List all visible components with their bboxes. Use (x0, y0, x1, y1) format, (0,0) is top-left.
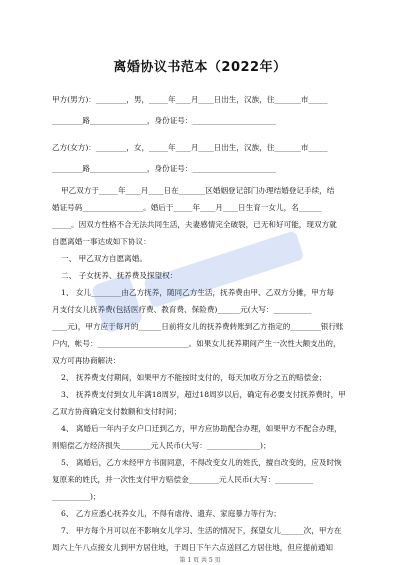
document-title: 离婚协议书范本（2022年） (113, 60, 287, 75)
clause-line: 1、 女儿________由乙方抚养，随同乙方生活，抚养费由甲、乙双方分摊，甲方每 (61, 288, 335, 297)
party-a-line-1: 甲方(男方)：________，男，_____年____月____日出生，汉族，住_______市_____ (52, 95, 328, 104)
paragraph-line: _____。因双方性格不合无法共同生活，夫妻感情完全破裂，已无和好可能，现双方就 (52, 220, 337, 229)
party-b-line-1: 乙方(女方)：________，女，_____年____月____日出生，汉族，住_______市_____ (52, 143, 328, 152)
party-a-line-2: ________路_______________，身份证号：______________________ (52, 116, 277, 125)
clause-line: __________)； (52, 492, 101, 501)
clause-line: 则赔偿乙方经济损失________元人民币(大写：______________)； (52, 441, 271, 450)
paragraph-line: 甲乙双方于_____年____月____日在_______区婚姻登记部门办理结婚登记手续，结 (61, 186, 335, 195)
clause-line: 5、 离婚后，乙方未经甲方书面同意，不得改变女儿的姓氏，擅自改变的，应及时恢 (61, 458, 342, 467)
clause-line: 户内，帐号：________________________。如果女儿抚养期间产生一次性大额支出的， (52, 339, 341, 348)
clause-line: 月支付女儿抚养费(包括医疗费、教育费、保险费)______元(大写：__________ (52, 305, 312, 314)
clause-line: 周六上午八点接女儿到甲方居住地，于周日下午六点送回乙方居住地，但应提前通知 (52, 543, 333, 552)
clause-heading: 二、 子女抚养、抚养费及探望权： (61, 271, 178, 280)
clause-line: 4、 离婚后一年内子女户口迁到乙方，甲方应协助配合办理，如果甲方不配合办理， (61, 424, 342, 433)
clause-line: 乙双方协商确定支付数额和支付时间； (52, 407, 182, 416)
paragraph-line: 自愿离婚一事达成如下协议： (52, 237, 151, 246)
clause-line: 6、 乙方应悉心抚养女儿，不得有虐待、遗弃、家庭暴力等行为； (61, 509, 281, 518)
party-b-line-2: ________路_______________，身份证号：______________________ (52, 164, 277, 173)
paragraph-line: 婚证号码________________。婚后于_____年____月____日生育一女儿，名______ (52, 203, 322, 212)
clause-line: 2、 抚养费支付期间，如果甲方不能按时支付的，每天加收万分之五的赔偿金； (61, 373, 327, 382)
clause-line: ____元)，甲方应于每月的______日前将女儿的抚养费转账到乙方指定的________银行账 (52, 322, 344, 331)
clause-heading: 一、 甲乙双方自愿离婚。 (61, 254, 147, 263)
clause-line: 7、 甲方每个月可以在不影响女儿学习、生活的情况下，探望女儿______次，甲方在 (61, 526, 342, 535)
page-number: 第 1 页 共 5 页 (179, 557, 221, 564)
clause-line: 3、 抚养费支付到女儿年满18周岁，超过18周岁以后，确定有必要支付抚养费时，甲 (61, 390, 346, 399)
clause-line: 复原来的姓氏，并一次性支付甲方赔偿金________元人民币(大写：__________ (52, 475, 314, 484)
clause-line: 双方可再协商解决： (52, 356, 121, 365)
